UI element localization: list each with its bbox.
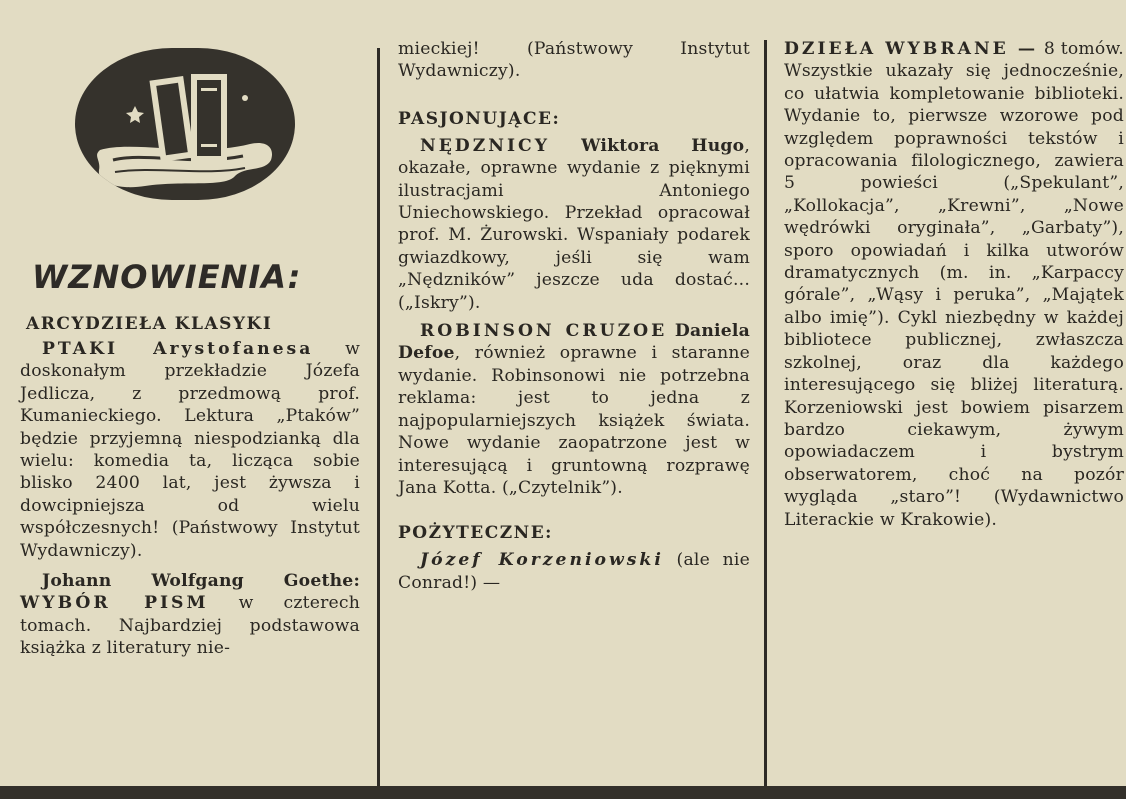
- column-3: [784, 38, 1124, 531]
- subhead-pasjonujace: PASJONUJĄCE:: [398, 108, 561, 129]
- nedznicy-text: , okazałe, oprawne wydanie z pięknymi ilustracjami Antoniego Uniechowskiego. Przekład opracował prof. M. Żurowski. Wspaniały podarek gwiazdkowy, jeśli się wam „Nędzników” jeszcze uda dostać... („Iskry”).: [398, 135, 750, 313]
- nedznicy-author: Wiktora Hugo: [581, 135, 745, 156]
- goethe-text: w czterech tomach. Najbardziej podstawowa książka z literatury nie-: [20, 593, 360, 659]
- column-divider: [377, 48, 380, 790]
- subhead-classics: ARCYDZIEŁA KLASYKI: [26, 314, 273, 334]
- robinson-title: ROBINSON CRUZOE: [420, 321, 668, 342]
- korzeniowski-text: (ale nie Conrad!) —: [398, 550, 750, 593]
- robinson-text: , również oprawne i staranne wydanie. Robinsonowi nie potrzebna reklama: jest to jedna z najpopularniejszych książek świata. Nowe wydanie zaopatrzone jest w interesującą i gruntowną rozprawę Jana Kotta. („Czytelnik”).: [398, 343, 750, 498]
- column-2: [398, 38, 750, 594]
- ptaki-text: w doskonałym przekładzie Józefa Jedlicza, z przedmową prof. Kumanieckiego. Lektura „Ptaków” będzie przyjemną niespodzianką dla wielu: komedia ta, licząca sobie blisko 2400 lat, jest żywsza i dowcipniejsza od wielu współczesnych! (Państwowy Instytut Wydawniczy).: [20, 339, 360, 561]
- column-divider: [764, 40, 767, 790]
- subhead-pozyteczne: POŻYTECZNE:: [398, 523, 553, 544]
- goethe-author: Johann Wolfgang Goethe:: [42, 571, 360, 592]
- robinson-paragraph: [398, 320, 750, 499]
- books-illustration: [75, 48, 295, 200]
- books-icon: [75, 48, 295, 200]
- dziela-title: DZIEŁA WYBRANE —: [784, 39, 1039, 59]
- nedznicy-title: NĘDZNICY: [420, 135, 550, 156]
- nedznicy-paragraph: [398, 135, 750, 314]
- ptaki-paragraph: [20, 338, 360, 562]
- dziela-paragraph: [784, 38, 1124, 531]
- page-bottom-edge: [0, 786, 1126, 799]
- robinson-author: Daniela Defoe: [398, 321, 750, 364]
- section-title: WZNOWIENIA:: [32, 258, 302, 296]
- continued-text: mieckiej! (Państwowy Instytut Wydawniczy).: [398, 39, 750, 82]
- column-1: [20, 314, 360, 660]
- korzeniowski-author: Józef Korzeniowski: [420, 550, 664, 571]
- dziela-text: 8 tomów. Wszystkie ukazały się jednocześnie, co ułatwia kompletowanie biblioteki. Wydanie to, pierwsze wzorowe pod względem poprawności tekstów i opracowania filologicznego, zawiera 5 powieści („Spekulant”, „Kollokacja”, „Krewni”, „Nowe wędrówki oryginała”, „Garbaty”), sporo opowiadań i kilka utworów dramatycznych (m. in. „Karpaccy górale”, „Wąsy i peruka”, „Majątek albo imię”). Cykl niezbędny w każdej bibliotece publicznej, zwłaszcza szkolnej, oraz dla każdego interesującego się bliżej literaturą. Korzeniowski jest bowiem pisarzem bardzo ciekawym, żywym opowiadaczem i bystrym obserwatorem, choć na pozór wygląda „staro”! (Wydawnictwo Literackie w Krakowie).: [784, 39, 1124, 530]
- korzeniowski-paragraph: [398, 549, 750, 594]
- goethe-title: WYBÓR PISM: [20, 593, 209, 614]
- goethe-paragraph: [20, 570, 360, 660]
- ptaki-title: PTAKI Arystofanesa: [42, 339, 314, 359]
